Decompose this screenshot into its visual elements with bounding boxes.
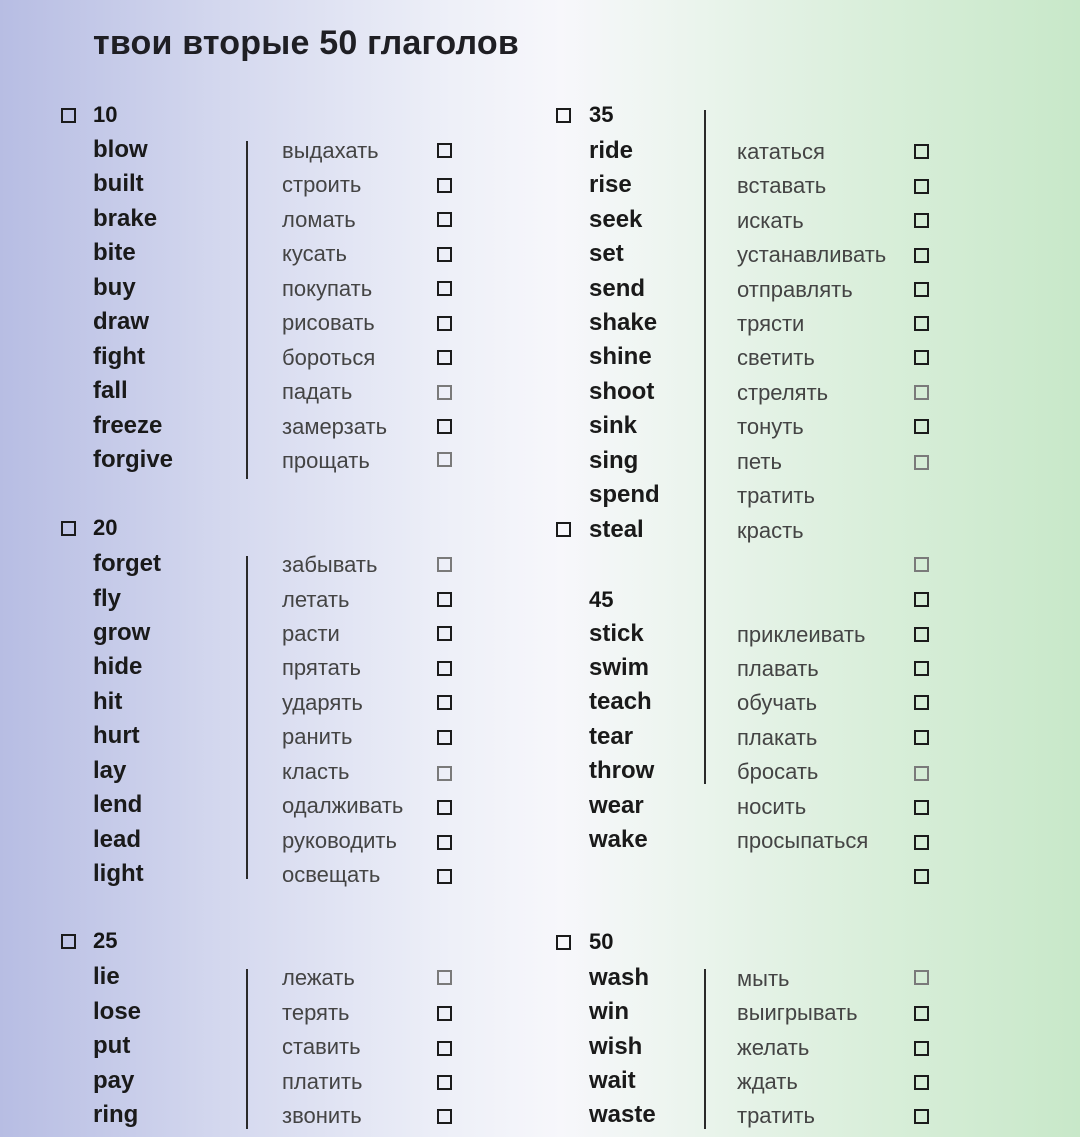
verb-russian: кусать	[282, 241, 347, 266]
verb-russian: прощать	[282, 448, 370, 473]
verb-russian: трясти	[737, 311, 805, 336]
verb-russian: одалживать	[282, 793, 404, 818]
divider-line	[704, 969, 706, 1129]
verb-russian: петь	[737, 449, 782, 474]
verb-checkbox[interactable]	[437, 557, 452, 572]
verb-english: shoot	[589, 378, 655, 405]
verb-checkbox[interactable]	[914, 970, 929, 985]
verb-english: freeze	[93, 412, 163, 439]
verb-russian: забывать	[282, 552, 378, 577]
verb-russian: класть	[282, 759, 350, 784]
verb-russian: выигрывать	[737, 1000, 858, 1025]
verb-english: wake	[589, 826, 648, 853]
verb-english: lead	[93, 826, 142, 853]
verb-english: lie	[93, 963, 120, 990]
verb-russian: звонить	[282, 1103, 362, 1128]
group-50-checkbox[interactable]	[556, 935, 571, 950]
verb-english: tear	[589, 723, 634, 750]
verb-english: set	[589, 240, 624, 267]
verb-english: send	[589, 275, 646, 302]
verb-checkbox[interactable]	[914, 869, 929, 884]
verb-russian: лежать	[282, 965, 355, 990]
group-40-checkbox[interactable]	[556, 522, 571, 537]
verb-english: win	[589, 998, 629, 1025]
verb-checkbox[interactable]	[437, 730, 452, 745]
group-50-number: 50	[589, 929, 614, 954]
verb-russian: тратить	[737, 1103, 815, 1128]
verb-checkbox[interactable]	[914, 282, 929, 297]
group-35-checkbox[interactable]	[556, 108, 571, 123]
verb-english: grow	[93, 619, 151, 646]
verb-english: buy	[93, 274, 136, 301]
verb-checkbox[interactable]	[914, 835, 929, 850]
verb-russian: терять	[282, 1000, 350, 1025]
verb-checkbox[interactable]	[437, 1041, 452, 1056]
verb-checkbox[interactable]	[914, 385, 929, 400]
verb-checkbox[interactable]	[437, 1075, 452, 1090]
verb-english: steal	[589, 516, 644, 543]
verb-checkbox[interactable]	[914, 144, 929, 159]
verb-checkbox[interactable]	[914, 213, 929, 228]
verb-english: bite	[93, 239, 136, 266]
verb-checkbox[interactable]	[437, 800, 452, 815]
verb-checkbox[interactable]	[437, 695, 452, 710]
verb-checkbox[interactable]	[437, 178, 452, 193]
verb-checkbox[interactable]	[914, 179, 929, 194]
verb-english: teach	[589, 688, 652, 715]
group-10-checkbox[interactable]	[61, 108, 76, 123]
verb-russian: ударять	[282, 690, 363, 715]
verb-russian: ранить	[282, 724, 353, 749]
verb-checkbox[interactable]	[437, 661, 452, 676]
verb-checkbox[interactable]	[914, 1006, 929, 1021]
verb-checkbox[interactable]	[914, 316, 929, 331]
group-20-number: 20	[93, 515, 118, 540]
verb-russian: обучать	[737, 690, 818, 715]
verb-checkbox[interactable]	[437, 419, 452, 434]
verb-english: wear	[589, 792, 644, 819]
verb-russian: стрелять	[737, 380, 829, 405]
group-45-number: 45	[589, 587, 614, 612]
verb-russian: красть	[737, 518, 804, 543]
verb-english: blow	[93, 136, 148, 163]
verb-russian: платить	[282, 1069, 363, 1094]
verb-russian: выдахать	[282, 138, 379, 163]
verb-russian: падать	[282, 379, 353, 404]
verb-russian: бороться	[282, 345, 376, 370]
verb-checkbox[interactable]	[914, 592, 929, 607]
verb-checkbox[interactable]	[914, 730, 929, 745]
verb-english: waste	[589, 1101, 656, 1128]
verb-russian: плавать	[737, 656, 819, 681]
verb-russian: тратить	[737, 483, 815, 508]
verb-russian: носить	[737, 794, 807, 819]
group-25-checkbox[interactable]	[61, 934, 76, 949]
verb-russian: мыть	[737, 966, 790, 991]
verb-checkbox[interactable]	[914, 419, 929, 434]
verb-english: hide	[93, 653, 143, 680]
verb-russian: строить	[282, 172, 362, 197]
verb-russian: желать	[737, 1035, 810, 1060]
verb-english: brake	[93, 205, 158, 232]
verb-checkbox[interactable]	[914, 455, 929, 470]
verb-russian: руководить	[282, 828, 397, 853]
verb-checkbox[interactable]	[437, 452, 452, 467]
verb-checkbox[interactable]	[437, 835, 452, 850]
verb-checkbox[interactable]	[437, 766, 452, 781]
verb-english: hurt	[93, 722, 140, 749]
verb-russian: тонуть	[737, 414, 804, 439]
verb-checkbox[interactable]	[437, 1006, 452, 1021]
verb-checkbox[interactable]	[914, 557, 929, 572]
divider-line	[704, 110, 706, 784]
verb-checkbox[interactable]	[914, 627, 929, 642]
group-35-number: 35	[589, 102, 614, 127]
verb-english: wait	[589, 1067, 636, 1094]
verb-checkbox[interactable]	[437, 970, 452, 985]
verb-english: fly	[93, 585, 122, 612]
verb-english: lend	[93, 791, 143, 818]
verb-checkbox[interactable]	[437, 626, 452, 641]
verb-russian: рисовать	[282, 310, 375, 335]
group-25-number: 25	[93, 928, 118, 953]
verb-checkbox[interactable]	[437, 385, 452, 400]
verb-russian: вставать	[737, 173, 827, 198]
verb-russian: ломать	[282, 207, 356, 232]
verb-english: ride	[589, 137, 634, 164]
verb-english: light	[93, 860, 144, 887]
verb-checkbox[interactable]	[914, 1041, 929, 1056]
verb-english: spend	[589, 481, 660, 508]
verb-checkbox[interactable]	[914, 661, 929, 676]
verb-checkbox[interactable]	[914, 1075, 929, 1090]
page-title: твои вторые 50 глаголов	[93, 24, 519, 62]
verb-english: fight	[93, 343, 145, 370]
verb-checkbox[interactable]	[437, 281, 452, 296]
group-10-number: 10	[93, 102, 118, 127]
verb-english: draw	[93, 308, 150, 335]
verb-english: shake	[589, 309, 658, 336]
verb-english: lose	[93, 998, 142, 1025]
verb-checkbox[interactable]	[914, 248, 929, 263]
verb-english: wash	[589, 964, 650, 991]
verb-checkbox[interactable]	[437, 316, 452, 331]
verb-checkbox[interactable]	[914, 800, 929, 815]
verb-english: lay	[93, 757, 127, 784]
verb-english: swim	[589, 654, 650, 681]
verb-russian: просыпаться	[737, 828, 869, 853]
verb-checkbox[interactable]	[914, 695, 929, 710]
verb-checkbox[interactable]	[437, 143, 452, 158]
group-20-checkbox[interactable]	[61, 521, 76, 536]
verb-checkbox[interactable]	[914, 1109, 929, 1124]
verb-english: built	[93, 170, 144, 197]
verb-checkbox[interactable]	[437, 212, 452, 227]
verb-english: forget	[93, 550, 161, 577]
verb-english: stick	[589, 620, 644, 647]
verb-russian: приклеивать	[737, 622, 866, 647]
verb-russian: плакать	[737, 725, 818, 750]
verb-english: fall	[93, 377, 128, 404]
verb-russian: расти	[282, 621, 340, 646]
verb-english: rise	[589, 171, 632, 198]
verb-russian: бросать	[737, 759, 819, 784]
verb-english: wish	[589, 1033, 643, 1060]
verb-english: seek	[589, 206, 643, 233]
verb-english: forgive	[93, 446, 174, 473]
verb-russian: летать	[282, 587, 350, 612]
verb-english: ring	[93, 1101, 139, 1128]
verb-checkbox[interactable]	[437, 869, 452, 884]
verb-russian: ждать	[737, 1069, 798, 1094]
verb-checkbox[interactable]	[437, 350, 452, 365]
verb-russian: ставить	[282, 1034, 361, 1059]
verb-checkbox[interactable]	[914, 766, 929, 781]
verb-russian: светить	[737, 345, 815, 370]
verb-russian: кататься	[737, 139, 825, 164]
verb-english: sing	[589, 447, 639, 474]
verb-english: sink	[589, 412, 638, 439]
verb-checkbox[interactable]	[437, 592, 452, 607]
verb-russian: покупать	[282, 276, 373, 301]
verb-english: pay	[93, 1067, 135, 1094]
divider-line	[246, 556, 248, 879]
verb-russian: отправлять	[737, 277, 853, 302]
divider-line	[246, 969, 248, 1129]
verb-russian: замерзать	[282, 414, 388, 439]
verb-russian: устанавливать	[737, 242, 887, 267]
divider-line	[246, 141, 248, 479]
verb-english: put	[93, 1032, 131, 1059]
verb-checkbox[interactable]	[914, 350, 929, 365]
verb-english: shine	[589, 343, 652, 370]
verb-checkbox[interactable]	[437, 1109, 452, 1124]
verb-russian: прятать	[282, 655, 361, 680]
verb-english: hit	[93, 688, 123, 715]
verb-english: throw	[589, 757, 655, 784]
verb-russian: искать	[737, 208, 804, 233]
verb-checkbox[interactable]	[437, 247, 452, 262]
verb-russian: освещать	[282, 862, 381, 887]
